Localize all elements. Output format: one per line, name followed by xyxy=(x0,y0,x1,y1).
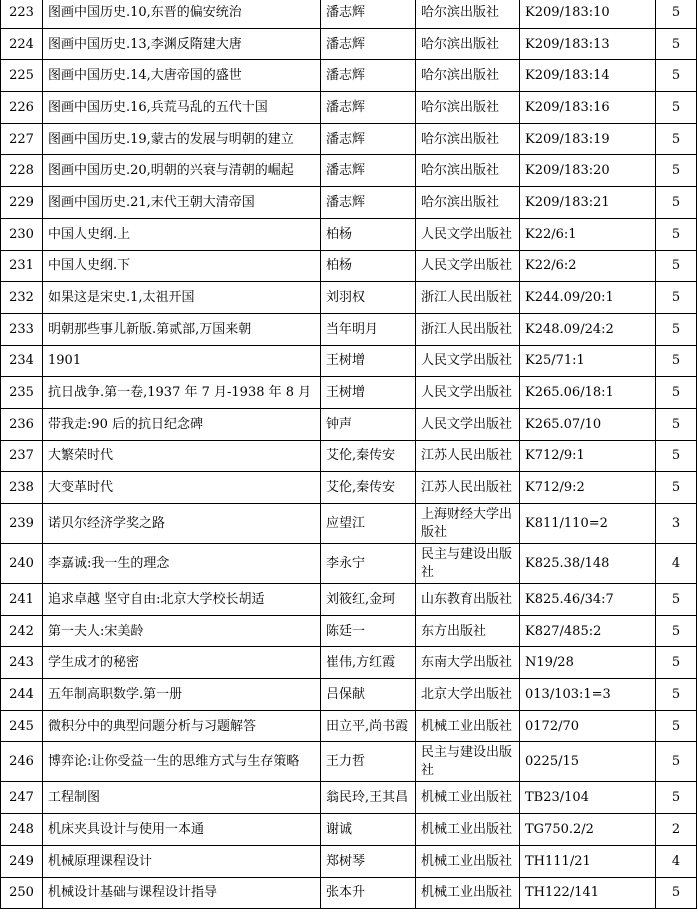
book-publisher: 人民文学出版社 xyxy=(416,218,520,250)
table-row xyxy=(1,0,697,28)
book-publisher: 哈尔滨出版社 xyxy=(416,123,520,155)
book-publisher: 哈尔滨出版社 xyxy=(416,28,520,60)
table-row xyxy=(1,440,697,472)
book-publisher: 人民文学出版社 xyxy=(416,250,520,282)
book-title: 五年制高职数学.第一册 xyxy=(43,679,321,711)
call-number: TG750.2/2 xyxy=(520,814,656,846)
call-number: K209/183:19 xyxy=(520,123,656,155)
book-publisher: 人民文学出版社 xyxy=(416,377,520,409)
book-author: 潘志辉 xyxy=(321,155,416,187)
call-number: K265.06/18:1 xyxy=(520,377,656,409)
row-number: 248 xyxy=(1,814,43,846)
book-title: 中国人史纲.上 xyxy=(43,218,321,250)
book-title: 图画中国历史.20,明朝的兴衰与清朝的崛起 xyxy=(43,155,321,187)
book-author: 当年明月 xyxy=(321,313,416,345)
book-title: 图画中国历史.21,末代王朝大清帝国 xyxy=(43,187,321,219)
row-number: 247 xyxy=(1,782,43,814)
book-author: 刘羽权 xyxy=(321,282,416,314)
book-title: 工程制图 xyxy=(43,782,321,814)
table-row xyxy=(1,313,697,345)
book-title: 机械设计基础与课程设计指导 xyxy=(43,877,321,909)
book-publisher: 浙江人民出版社 xyxy=(416,282,520,314)
copy-count: 5 xyxy=(656,710,697,742)
row-number: 233 xyxy=(1,313,43,345)
book-title: 大繁荣时代 xyxy=(43,440,321,472)
copy-count: 5 xyxy=(656,313,697,345)
book-author: 翁民玲,王其昌 xyxy=(321,782,416,814)
call-number: N19/28 xyxy=(520,647,656,679)
copy-count: 5 xyxy=(656,187,697,219)
row-number: 238 xyxy=(1,472,43,504)
call-number: TH122/141 xyxy=(520,877,656,909)
book-title: 微积分中的典型问题分析与习题解答 xyxy=(43,710,321,742)
book-author: 吕保献 xyxy=(321,679,416,711)
book-title: 机床夹具设计与使用一本通 xyxy=(43,814,321,846)
copy-count: 5 xyxy=(656,615,697,647)
call-number: K209/183:10 xyxy=(520,0,656,28)
copy-count: 5 xyxy=(656,782,697,814)
table-row xyxy=(1,92,697,124)
table-row xyxy=(1,282,697,314)
book-author: 郑树琴 xyxy=(321,845,416,877)
row-number: 225 xyxy=(1,60,43,92)
table-row xyxy=(1,615,697,647)
row-number: 240 xyxy=(1,544,43,584)
table-row xyxy=(1,218,697,250)
book-publisher: 哈尔滨出版社 xyxy=(416,60,520,92)
row-number: 242 xyxy=(1,615,43,647)
book-title: 大变革时代 xyxy=(43,472,321,504)
copy-count: 5 xyxy=(656,60,697,92)
book-author: 艾伦,秦传安 xyxy=(321,472,416,504)
book-author: 王树增 xyxy=(321,345,416,377)
table-row xyxy=(1,187,697,219)
table-row xyxy=(1,647,697,679)
book-author: 柏杨 xyxy=(321,250,416,282)
row-number: 229 xyxy=(1,187,43,219)
call-number: 0225/15 xyxy=(520,742,656,782)
row-number: 246 xyxy=(1,742,43,782)
table-row xyxy=(1,123,697,155)
book-publisher: 机械工业出版社 xyxy=(416,814,520,846)
book-title: 李嘉诚:我一生的理念 xyxy=(43,544,321,584)
table-row xyxy=(1,814,697,846)
book-author: 钟声 xyxy=(321,408,416,440)
book-publisher: 民主与建设出版社 xyxy=(416,742,520,782)
copy-count: 5 xyxy=(656,647,697,679)
row-number: 236 xyxy=(1,408,43,440)
table-row xyxy=(1,377,697,409)
book-author: 田立平,尚书霞 xyxy=(321,710,416,742)
book-title: 图画中国历史.10,东晋的偏安统治 xyxy=(43,0,321,28)
book-title: 中国人史纲.下 xyxy=(43,250,321,282)
book-publisher: 北京大学出版社 xyxy=(416,679,520,711)
book-title: 图画中国历史.19,蒙古的发展与明朝的建立 xyxy=(43,123,321,155)
row-number: 249 xyxy=(1,845,43,877)
call-number: 013/103:1=3 xyxy=(520,679,656,711)
copy-count: 5 xyxy=(656,345,697,377)
book-publisher: 哈尔滨出版社 xyxy=(416,92,520,124)
book-publisher: 机械工业出版社 xyxy=(416,877,520,909)
copy-count: 5 xyxy=(656,250,697,282)
book-author: 柏杨 xyxy=(321,218,416,250)
book-author: 潘志辉 xyxy=(321,123,416,155)
copy-count: 5 xyxy=(656,584,697,616)
table-row xyxy=(1,845,697,877)
copy-count: 5 xyxy=(656,742,697,782)
book-title: 1901 xyxy=(43,345,321,377)
book-author: 王力哲 xyxy=(321,742,416,782)
book-publisher: 人民文学出版社 xyxy=(416,408,520,440)
book-author: 崔伟,方红霞 xyxy=(321,647,416,679)
book-title: 图画中国历史.13,李渊反隋建大唐 xyxy=(43,28,321,60)
copy-count: 5 xyxy=(656,408,697,440)
copy-count: 5 xyxy=(656,282,697,314)
call-number: TB23/104 xyxy=(520,782,656,814)
book-publisher: 民主与建设出版社 xyxy=(416,544,520,584)
book-title: 第一夫人:宋美龄 xyxy=(43,615,321,647)
book-title: 诺贝尔经济学奖之路 xyxy=(43,504,321,544)
row-number: 224 xyxy=(1,28,43,60)
call-number: TH111/21 xyxy=(520,845,656,877)
book-author: 潘志辉 xyxy=(321,60,416,92)
book-title: 学生成才的秘密 xyxy=(43,647,321,679)
copy-count: 5 xyxy=(656,679,697,711)
call-number: K25/71:1 xyxy=(520,345,656,377)
copy-count: 5 xyxy=(656,155,697,187)
call-number: K209/183:13 xyxy=(520,28,656,60)
call-number: K244.09/20:1 xyxy=(520,282,656,314)
call-number: K827/485:2 xyxy=(520,615,656,647)
row-number: 227 xyxy=(1,123,43,155)
copy-count: 5 xyxy=(656,377,697,409)
row-number: 245 xyxy=(1,710,43,742)
copy-count: 5 xyxy=(656,92,697,124)
row-number: 250 xyxy=(1,877,43,909)
table-row xyxy=(1,408,697,440)
book-publisher: 东南大学出版社 xyxy=(416,647,520,679)
book-author: 应望江 xyxy=(321,504,416,544)
book-author: 潘志辉 xyxy=(321,187,416,219)
row-number: 232 xyxy=(1,282,43,314)
book-title: 追求卓越 坚守自由:北京大学校长胡适 xyxy=(43,584,321,616)
copy-count: 5 xyxy=(656,123,697,155)
book-publisher: 哈尔滨出版社 xyxy=(416,187,520,219)
book-publisher: 东方出版社 xyxy=(416,615,520,647)
book-author: 艾伦,秦传安 xyxy=(321,440,416,472)
book-publisher: 人民文学出版社 xyxy=(416,345,520,377)
table-row xyxy=(1,544,697,584)
row-number: 230 xyxy=(1,218,43,250)
book-author: 潘志辉 xyxy=(321,28,416,60)
book-publisher: 机械工业出版社 xyxy=(416,782,520,814)
table-row xyxy=(1,679,697,711)
call-number: K265.07/10 xyxy=(520,408,656,440)
call-number: 0172/70 xyxy=(520,710,656,742)
table-row xyxy=(1,504,697,544)
book-publisher: 江苏人民出版社 xyxy=(416,472,520,504)
copy-count: 5 xyxy=(656,877,697,909)
book-title: 如果这是宋史.1,太祖开国 xyxy=(43,282,321,314)
book-publisher: 机械工业出版社 xyxy=(416,710,520,742)
book-publisher: 哈尔滨出版社 xyxy=(416,155,520,187)
copy-count: 5 xyxy=(656,472,697,504)
table-row xyxy=(1,877,697,909)
row-number: 231 xyxy=(1,250,43,282)
copy-count: 4 xyxy=(656,544,697,584)
book-author: 张本升 xyxy=(321,877,416,909)
book-title: 图画中国历史.14,大唐帝国的盛世 xyxy=(43,60,321,92)
row-number: 237 xyxy=(1,440,43,472)
call-number: K811/110=2 xyxy=(520,504,656,544)
copy-count: 2 xyxy=(656,814,697,846)
table-row xyxy=(1,250,697,282)
book-publisher: 浙江人民出版社 xyxy=(416,313,520,345)
copy-count: 3 xyxy=(656,504,697,544)
row-number: 239 xyxy=(1,504,43,544)
call-number: K712/9:1 xyxy=(520,440,656,472)
book-author: 王树增 xyxy=(321,377,416,409)
copy-count: 5 xyxy=(656,0,697,28)
call-number: K825.46/34:7 xyxy=(520,584,656,616)
call-number: K209/183:16 xyxy=(520,92,656,124)
call-number: K209/183:21 xyxy=(520,187,656,219)
book-author: 潘志辉 xyxy=(321,92,416,124)
call-number: K22/6:2 xyxy=(520,250,656,282)
copy-count: 5 xyxy=(656,218,697,250)
book-title: 带我走:90 后的抗日纪念碑 xyxy=(43,408,321,440)
table-row xyxy=(1,782,697,814)
book-author: 李永宁 xyxy=(321,544,416,584)
row-number: 241 xyxy=(1,584,43,616)
table-row xyxy=(1,584,697,616)
table-body xyxy=(1,0,697,909)
copy-count: 4 xyxy=(656,845,697,877)
row-number: 228 xyxy=(1,155,43,187)
book-author: 刘筱红,金珂 xyxy=(321,584,416,616)
call-number: K209/183:14 xyxy=(520,60,656,92)
row-number: 234 xyxy=(1,345,43,377)
call-number: K248.09/24:2 xyxy=(520,313,656,345)
table-row xyxy=(1,60,697,92)
copy-count: 5 xyxy=(656,440,697,472)
book-title: 博弈论:让你受益一生的思维方式与生存策略 xyxy=(43,742,321,782)
table-row xyxy=(1,742,697,782)
book-title: 机械原理课程设计 xyxy=(43,845,321,877)
book-author: 潘志辉 xyxy=(321,0,416,28)
call-number: K825.38/148 xyxy=(520,544,656,584)
copy-count: 5 xyxy=(656,28,697,60)
row-number: 243 xyxy=(1,647,43,679)
row-number: 226 xyxy=(1,92,43,124)
book-publisher: 机械工业出版社 xyxy=(416,845,520,877)
book-publisher: 山东教育出版社 xyxy=(416,584,520,616)
call-number: K209/183:20 xyxy=(520,155,656,187)
book-author: 谢诚 xyxy=(321,814,416,846)
book-publisher: 江苏人民出版社 xyxy=(416,440,520,472)
table-row xyxy=(1,710,697,742)
book-title: 抗日战争.第一卷,1937 年 7 月-1938 年 8 月 xyxy=(43,377,321,409)
table-row xyxy=(1,472,697,504)
table-row xyxy=(1,155,697,187)
row-number: 244 xyxy=(1,679,43,711)
call-number: K22/6:1 xyxy=(520,218,656,250)
row-number: 223 xyxy=(1,0,43,28)
book-title: 明朝那些事儿新版.第贰部,万国来朝 xyxy=(43,313,321,345)
book-title: 图画中国历史.16,兵荒马乱的五代十国 xyxy=(43,92,321,124)
book-publisher: 上海财经大学出版社 xyxy=(416,504,520,544)
book-author: 陈廷一 xyxy=(321,615,416,647)
row-number: 235 xyxy=(1,377,43,409)
call-number: K712/9:2 xyxy=(520,472,656,504)
book-publisher: 哈尔滨出版社 xyxy=(416,0,520,28)
table-row xyxy=(1,28,697,60)
table-row xyxy=(1,345,697,377)
